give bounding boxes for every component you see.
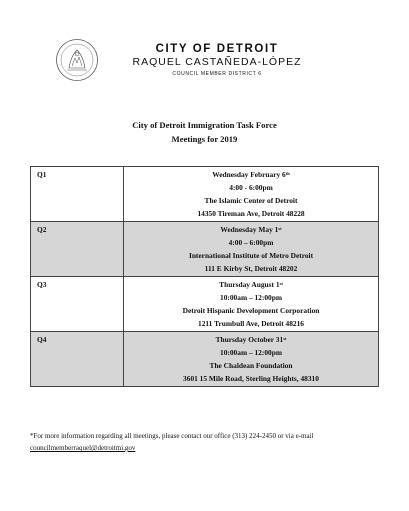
meeting-venue: International Institute of Metro Detroit (188, 251, 314, 260)
title-line-2: Meetings for 2019 (171, 134, 238, 144)
footer-note (30, 430, 313, 454)
city-seal-icon (55, 38, 99, 82)
date-suffix: st (283, 336, 287, 341)
meeting-date-text: Wednesday May 1 (220, 225, 279, 234)
meeting-date (124, 334, 378, 347)
meetings-table (30, 166, 379, 387)
city-name: CITY OF DETROIT (155, 43, 279, 55)
meeting-address: 14350 Tireman Ave, Detroit 48228 (197, 209, 305, 218)
letterhead (122, 42, 312, 79)
meeting-date-text: Thursday October 31 (215, 335, 284, 344)
contact-note: *For more information regarding all meetings, please contact our office (313) 224-2450 or via e-mail (30, 432, 314, 440)
quarter-label: Q2 (37, 225, 47, 234)
meeting-date (124, 224, 378, 237)
council-member-name: RAQUEL CASTAÑEDA-LÓPEZ (132, 56, 302, 68)
title-line-1: City of Detroit Immigration Task Force (132, 120, 277, 130)
meeting-time: 10:00am – 12:00pm (220, 293, 282, 302)
meeting-info-cell (124, 167, 379, 222)
meeting-time: 10:00am – 12:00pm (220, 348, 282, 357)
meeting-info-cell (124, 277, 379, 332)
quarter-cell (31, 167, 124, 222)
meeting-info-cell (124, 222, 379, 277)
meeting-date (124, 169, 378, 182)
meeting-date-text: Thursday August 1 (219, 280, 280, 289)
meeting-date-text: Wednesday February 6 (212, 170, 286, 179)
date-suffix: st (279, 281, 283, 286)
quarter-label: Q1 (37, 170, 47, 179)
date-suffix: th (285, 171, 290, 176)
meeting-address: 3601 15 Mile Road, Sterling Heights, 48310 (183, 374, 319, 383)
date-suffix: st (278, 226, 282, 231)
document-title (0, 118, 409, 146)
quarter-label: Q3 (37, 280, 47, 289)
meeting-date (124, 279, 378, 292)
quarter-cell (31, 277, 124, 332)
meeting-venue: The Chaldean Foundation (209, 361, 293, 370)
meeting-address: 1211 Trumbull Ave, Detroit 48216 (198, 319, 304, 328)
meeting-venue: Detroit Hispanic Development Corporation (182, 306, 320, 315)
table-row (31, 277, 379, 332)
contact-email-link[interactable]: councilmemberraquel@detroitmi.gov (30, 444, 136, 452)
council-member-title: COUNCIL MEMBER DISTRICT 6 (172, 71, 262, 77)
quarter-cell (31, 332, 124, 387)
meeting-venue: The Islamic Center of Detroit (204, 196, 298, 205)
quarter-cell (31, 222, 124, 277)
table-row (31, 167, 379, 222)
table-row (31, 222, 379, 277)
quarter-label: Q4 (37, 335, 47, 344)
meeting-info-cell (124, 332, 379, 387)
meeting-time: 4:00 – 6:00pm (228, 238, 274, 247)
table-row (31, 332, 379, 387)
meeting-address: 111 E Kirby St, Detroit 48202 (204, 264, 298, 273)
meeting-time: 4:00 - 6:00pm (229, 183, 273, 192)
